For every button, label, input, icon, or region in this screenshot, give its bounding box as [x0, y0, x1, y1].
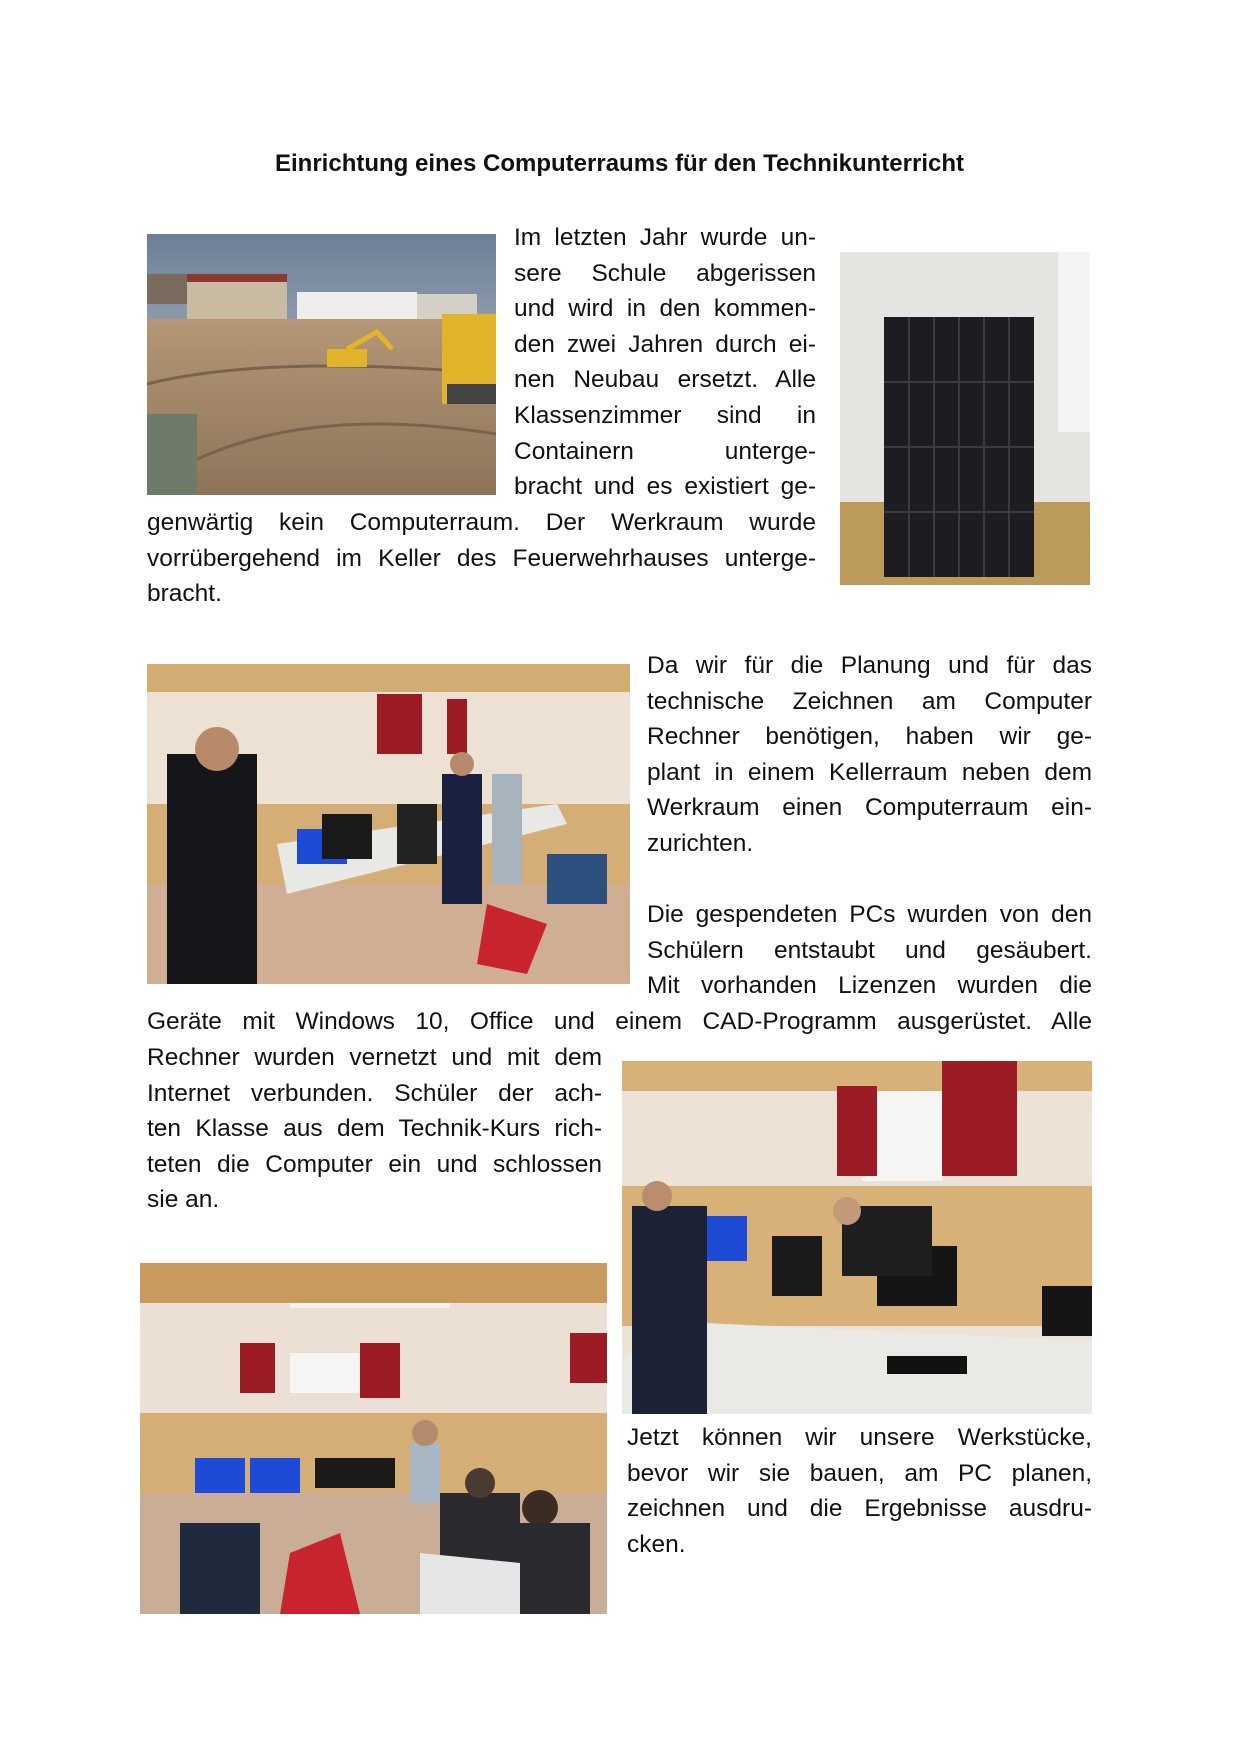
text-line: cken.: [627, 1530, 686, 1558]
construction-site-photo: [147, 234, 496, 495]
text-line: ten Klasse aus dem Technik-Kurs rich-: [147, 1115, 602, 1143]
text-line: den zwei Jahren durch ei-: [514, 330, 816, 358]
paragraph-1-wide: [147, 505, 816, 612]
text-line: Die gespendeten PCs wurden von den: [647, 901, 1092, 928]
text-line: und wird in den kommen-: [514, 295, 816, 323]
text-line: sie an.: [147, 1186, 220, 1214]
paragraph-4: [627, 1420, 1092, 1562]
text-line: Im letzten Jahr wurde un-: [514, 224, 816, 251]
page-title: Einrichtung eines Computerraums für den Technikunterricht: [275, 150, 964, 177]
students-cabling-photo: [622, 1061, 1092, 1414]
text-line: Rechner wurden vernetzt und mit dem: [147, 1044, 602, 1071]
text-line: Geräte mit Windows 10, Office und einem CAD-Programm ausgerüstet. Alle: [147, 1008, 1092, 1035]
text-line: teten die Computer ein und schlossen: [147, 1150, 602, 1178]
finished-room-photo: [140, 1263, 607, 1614]
text-line: technische Zeichnen am Computer: [647, 687, 1092, 715]
text-line: Rechner benötigen, haben wir ge-: [647, 723, 1092, 751]
text-line: bracht und es existiert ge-: [514, 473, 816, 501]
text-line: Containern unterge-: [514, 437, 816, 465]
text-line: plant in einem Kellerraum neben dem: [647, 758, 1092, 786]
text-line: Jetzt können wir unsere Werkstücke,: [627, 1424, 1092, 1451]
text-line: zurichten.: [647, 829, 754, 857]
paragraph-2: [647, 648, 1092, 862]
text-line: Internet verbunden. Schüler der ach-: [147, 1079, 602, 1107]
text-line: sere Schule abgerissen: [514, 259, 816, 287]
text-line: vorrübergehend im Keller des Feuerwehrhauses unterge-: [147, 544, 816, 572]
paragraph-3-narrow: [647, 897, 1092, 1004]
paragraph-3-wide: [147, 1004, 1092, 1040]
text-line: Schülern entstaubt und gesäubert.: [647, 936, 1092, 964]
text-line: zeichnen und die Ergebnisse ausdru-: [627, 1495, 1092, 1523]
paragraph-3-left: [147, 1040, 602, 1218]
paragraph-1-narrow: [514, 220, 816, 505]
text-line: Klassenzimmer sind in: [514, 401, 816, 429]
text-line: Werkraum einen Computerraum ein-: [647, 794, 1092, 822]
stacked-pcs-photo: [840, 252, 1090, 585]
text-line: bevor wir sie bauen, am PC planen,: [627, 1459, 1092, 1487]
text-line: nen Neubau ersetzt. Alle: [514, 366, 816, 394]
text-line: bracht.: [147, 580, 222, 608]
text-line: Da wir für die Planung und für das: [647, 652, 1092, 679]
text-line: Mit vorhanden Lizenzen wurden die: [647, 972, 1092, 1000]
students-setup-photo: [147, 664, 630, 984]
text-line: genwärtig kein Computerraum. Der Werkraum wurde: [147, 509, 816, 536]
